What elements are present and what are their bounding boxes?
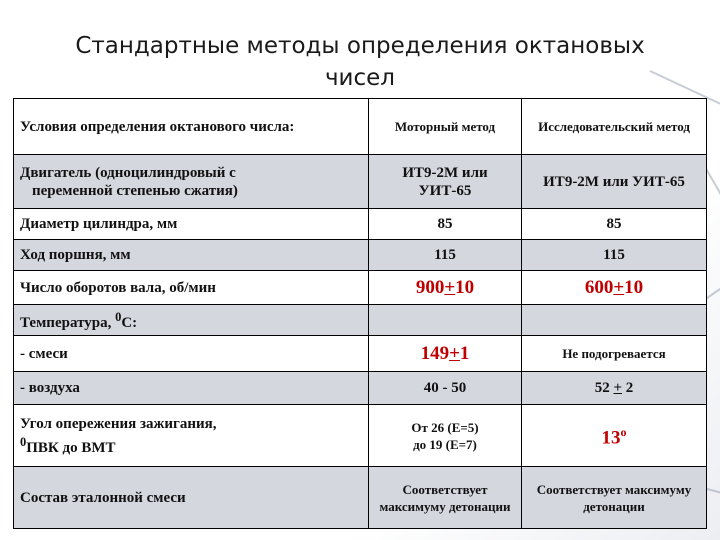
temperature-label-prefix: Температура, (20, 315, 116, 331)
ignition-research-sup: о (620, 425, 627, 440)
engine-label (14, 155, 369, 209)
air-label: - воздуха (14, 372, 369, 405)
table-row-stroke (14, 240, 707, 271)
ignition-research (522, 405, 707, 467)
table-row-reference-mix (14, 467, 707, 529)
bore-motor: 85 (369, 209, 522, 240)
air-research-base: 52 (594, 380, 614, 396)
air-research-plus-minus: + (613, 380, 623, 396)
table-row-bore (14, 209, 707, 240)
temperature-motor-empty (369, 305, 522, 336)
rpm-research (522, 271, 707, 305)
table-row-header (14, 99, 707, 155)
mixture-motor (369, 336, 522, 372)
rpm-research-plus-minus: + (613, 276, 625, 298)
temperature-label-suffix: С: (121, 315, 138, 331)
reference-mix-motor: Соответствует максимуму детонации (369, 467, 522, 529)
mixture-label: - смеси (14, 336, 369, 372)
stroke-label: Ход поршня, мм (14, 240, 369, 271)
bore-label: Диаметр цилиндра, мм (14, 209, 369, 240)
octane-methods-table (13, 98, 707, 529)
ignition-label-line1: Угол опережения зажигания, (20, 415, 217, 432)
table-row-air (14, 372, 707, 405)
rpm-motor-tolerance: 10 (455, 276, 475, 298)
engine-label-line1: Двигатель (одноцилиндровый с (20, 164, 236, 181)
header-research-method: Исследовательский метод (522, 99, 707, 155)
rpm-motor (369, 271, 522, 305)
reference-mix-label: Состав эталонной смеси (14, 467, 369, 529)
ignition-label (14, 405, 369, 467)
stroke-research: 115 (522, 240, 707, 271)
engine-research: ИТ9-2М или УИТ-65 (522, 155, 707, 209)
header-motor-method: Моторный метод (369, 99, 522, 155)
ignition-motor-line2: до 19 (Е=7) (413, 436, 477, 452)
temperature-research-empty (522, 305, 707, 336)
mixture-motor-base: 149 (420, 342, 450, 364)
air-motor: 40 - 50 (369, 372, 522, 405)
engine-label-line2: переменной степенью сжатия) (32, 182, 238, 199)
mixture-motor-plus-minus: + (449, 342, 460, 364)
ignition-motor (369, 405, 522, 467)
table-row-ignition (14, 405, 707, 467)
temperature-degree-sup: 0 (115, 310, 122, 324)
table-row-mixture (14, 336, 707, 372)
mixture-research: Не подогревается (522, 336, 707, 372)
engine-motor: ИТ9-2М или УИТ-65 (369, 155, 522, 209)
table-row-engine (14, 155, 707, 209)
header-conditions: Условия определения октанового числа: (14, 99, 369, 155)
rpm-motor-base: 900 (415, 276, 445, 298)
slide-title: Стандартные методы определения октановых чисел (75, 33, 645, 91)
air-research-tolerance: 2 (622, 380, 634, 396)
mixture-motor-tolerance: 1 (459, 342, 470, 364)
ignition-degree-sup: 0 (20, 434, 27, 449)
table-row-temperature (14, 305, 707, 336)
stroke-motor: 115 (369, 240, 522, 271)
rpm-research-base: 600 (584, 276, 614, 298)
bore-research: 85 (522, 209, 707, 240)
rpm-research-tolerance: 10 (624, 276, 644, 298)
temperature-label (14, 305, 369, 336)
ignition-research-value: 13 (601, 427, 621, 449)
reference-mix-research: Соответствует максимуму детонации (522, 467, 707, 529)
ignition-motor-line1: От 26 (Е=5) (411, 419, 479, 435)
rpm-label: Число оборотов вала, об/мин (14, 271, 369, 305)
rpm-motor-plus-minus: + (444, 276, 456, 298)
air-research (522, 372, 707, 405)
table-row-rpm (14, 271, 707, 305)
ignition-label-line2: ПВК до ВМТ (26, 439, 116, 456)
